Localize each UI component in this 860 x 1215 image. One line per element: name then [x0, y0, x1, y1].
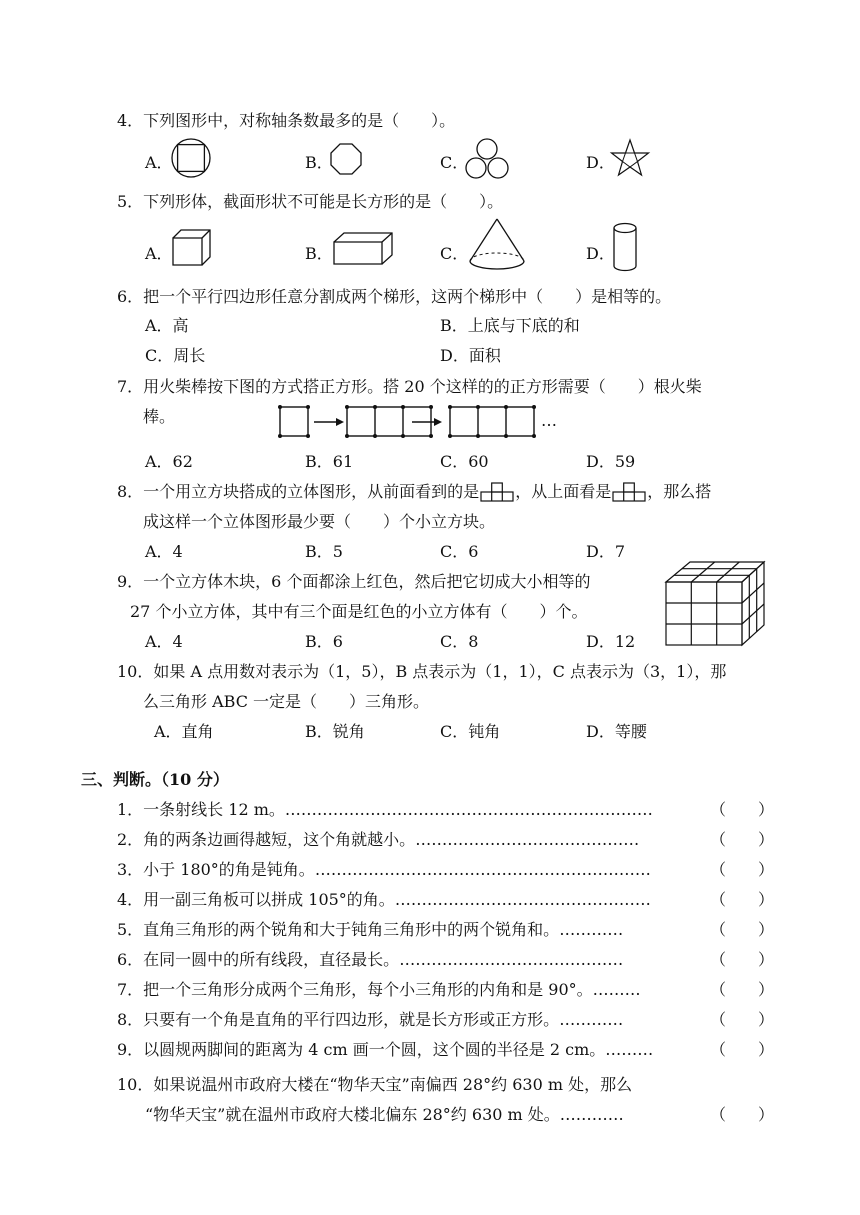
q6-option-b[interactable]: B．上底与下底的和 — [440, 316, 580, 335]
judgement-item — [117, 1037, 653, 1060]
judgement-item — [117, 797, 653, 820]
q5-stem: 5．下列形体，截面形状不可能是长方形的是（ ）。 — [117, 192, 504, 211]
octagon-icon — [330, 143, 362, 175]
answer-paren[interactable]: （ ） — [710, 1040, 775, 1059]
star-icon — [610, 139, 650, 177]
answer-paren[interactable]: （ ） — [710, 830, 775, 849]
q9-stem-line2: 27 个小立方体，其中有三个面是红色的小立方体有（ ）个。 — [130, 602, 588, 621]
cuboid-icon — [332, 232, 394, 266]
answer-paren[interactable]: （ ） — [710, 950, 775, 969]
q8-stem-line1 — [117, 479, 711, 502]
q5-option-a[interactable]: A． — [145, 244, 173, 263]
judgement-text: 7．把一个三角形分成两个三角形，每个小三角形的内角和是 90°。 — [117, 980, 593, 999]
q4-stem: 4．下列图形中，对称轴条数最多的是（ ）。 — [117, 111, 456, 130]
q7-option-d[interactable]: D．59 — [586, 452, 636, 471]
judgement-item — [117, 1072, 632, 1095]
judgement-leader-dots: ………………………………………… — [394, 890, 651, 909]
judgement-item — [117, 1007, 623, 1030]
q6-option-d[interactable]: D．面积 — [440, 346, 501, 365]
judgement-leader-dots: …………………………………………………………… — [284, 800, 653, 819]
q4-option-b[interactable]: B． — [305, 153, 333, 172]
q10-option-d[interactable]: D．等腰 — [586, 722, 647, 741]
answer-paren[interactable]: （ ） — [710, 1010, 775, 1029]
judgement-item — [117, 857, 651, 880]
q10-option-b[interactable]: B．锐角 — [305, 722, 365, 741]
answer-paren[interactable]: （ ） — [710, 1105, 775, 1124]
matchstick-squares-figure — [278, 404, 540, 440]
answer-paren[interactable]: （ ） — [710, 860, 775, 879]
q7-option-b[interactable]: B．61 — [305, 452, 354, 471]
answer-paren[interactable]: （ ） — [710, 800, 775, 819]
q9-stem-line1: 9．一个立方体木块，6 个面都涂上红色，然后把它切成大小相等的 — [117, 572, 591, 591]
q7-stem-line1: 7．用火柴棒按下图的方式搭正方形。搭 20 个这样的的正方形需要（ ）根火柴 — [117, 377, 702, 396]
judgement-text: 5．直角三角形的两个锐角和大于钝角三角形中的两个锐角和。 — [117, 920, 560, 939]
q8-stem-part2: ，从上面看是 — [515, 482, 612, 501]
cylinder-icon — [612, 222, 640, 274]
q10-stem-line1: 10．如果 A 点用数对表示为（1，5），B 点表示为（1，1），C 点表示为（3，1），那 — [117, 662, 727, 681]
judgement-leader-dots: ………… — [559, 1010, 624, 1029]
judgement-text: 4．用一副三角板可以拼成 105°的角。 — [117, 890, 395, 909]
q10-option-c[interactable]: C．钝角 — [440, 722, 501, 741]
q4-option-d[interactable]: D． — [586, 153, 615, 172]
judgement-text: “物华天宝”就在温州市政府大楼北偏东 28°约 630 m 处。 — [145, 1105, 560, 1124]
q6-option-c[interactable]: C．周长 — [145, 346, 206, 365]
q8-option-b[interactable]: B．5 — [305, 542, 343, 561]
q9-option-a[interactable]: A．4 — [145, 632, 183, 651]
judgement-leader-dots: …………………………………… — [415, 830, 640, 849]
judgement-item — [145, 1102, 624, 1125]
judgement-text: 9．以圆规两脚间的距离为 4 cm 画一个圆，这个圆的半径是 2 cm。 — [117, 1040, 606, 1059]
q5-option-d[interactable]: D． — [586, 244, 615, 263]
judgement-text: 10．如果说温州市政府大楼在“物华天宝”南偏西 28°约 630 m 处，那么 — [117, 1075, 633, 1094]
q4-option-a[interactable]: A． — [145, 153, 173, 172]
q8-stem-line2: 成这样一个立体图形最少要（ ）个小立方块。 — [143, 512, 496, 531]
three-circles-icon — [462, 138, 512, 180]
judgement-leader-dots: ……… — [605, 1040, 654, 1059]
q5-option-b[interactable]: B． — [305, 244, 333, 263]
q8-option-a[interactable]: A．4 — [145, 542, 183, 561]
q7-option-c[interactable]: C．60 — [440, 452, 489, 471]
q10-option-a[interactable]: A．直角 — [154, 722, 214, 741]
square-in-circle-icon — [170, 137, 212, 179]
q8-stem-part1: 8．一个用立方块搭成的立体图形，从前面看到的是 — [117, 482, 480, 501]
judgement-text: 3．小于 180°的角是钝角。 — [117, 860, 315, 879]
q7-option-a[interactable]: A．62 — [145, 452, 193, 471]
q8-option-c[interactable]: C．6 — [440, 542, 479, 561]
q8-option-d[interactable]: D．7 — [586, 542, 626, 561]
judgement-item — [117, 827, 639, 850]
q10-stem-line2: 么三角形 ABC 一定是（ ）三角形。 — [143, 692, 430, 711]
judgement-leader-dots: ……… — [592, 980, 641, 999]
q8-stem-part3: ，那么搭 — [647, 482, 712, 501]
section3-title: 三、判断。（10 分） — [81, 770, 229, 789]
cone-icon — [468, 218, 528, 274]
q7-stem-line2: 棒。 — [143, 407, 176, 426]
q6-stem: 6．把一个平行四边形任意分割成两个梯形，这两个梯形中（ ）是相等的。 — [117, 287, 672, 306]
q9-option-c[interactable]: C．8 — [440, 632, 479, 651]
top-view-icon — [612, 482, 646, 502]
judgement-item — [117, 977, 641, 1000]
cube-27-figure — [664, 560, 768, 648]
front-view-icon — [480, 482, 514, 502]
q9-option-b[interactable]: B．6 — [305, 632, 343, 651]
q7-ellipsis: … — [541, 411, 557, 430]
judgement-leader-dots: ………… — [559, 1105, 624, 1124]
judgement-text: 6．在同一圆中的所有线段，直径最长。 — [117, 950, 400, 969]
judgement-item — [117, 887, 651, 910]
answer-paren[interactable]: （ ） — [710, 980, 775, 999]
judgement-leader-dots: …………………………………… — [399, 950, 624, 969]
judgement-item — [117, 947, 623, 970]
judgement-leader-dots: ………… — [559, 920, 624, 939]
q5-option-c[interactable]: C． — [440, 244, 469, 263]
q6-option-a[interactable]: A．高 — [145, 316, 189, 335]
judgement-item — [117, 917, 623, 940]
judgement-text: 8．只要有一个角是直角的平行四边形，就是长方形或正方形。 — [117, 1010, 560, 1029]
cube-icon — [170, 229, 212, 267]
answer-paren[interactable]: （ ） — [710, 890, 775, 909]
q4-option-c[interactable]: C． — [440, 153, 469, 172]
judgement-leader-dots: ……………………………………………………… — [314, 860, 651, 879]
judgement-text: 2．角的两条边画得越短，这个角就越小。 — [117, 830, 416, 849]
q9-option-d[interactable]: D．12 — [586, 632, 636, 651]
judgement-text: 1．一条射线长 12 m。 — [117, 800, 285, 819]
answer-paren[interactable]: （ ） — [710, 920, 775, 939]
